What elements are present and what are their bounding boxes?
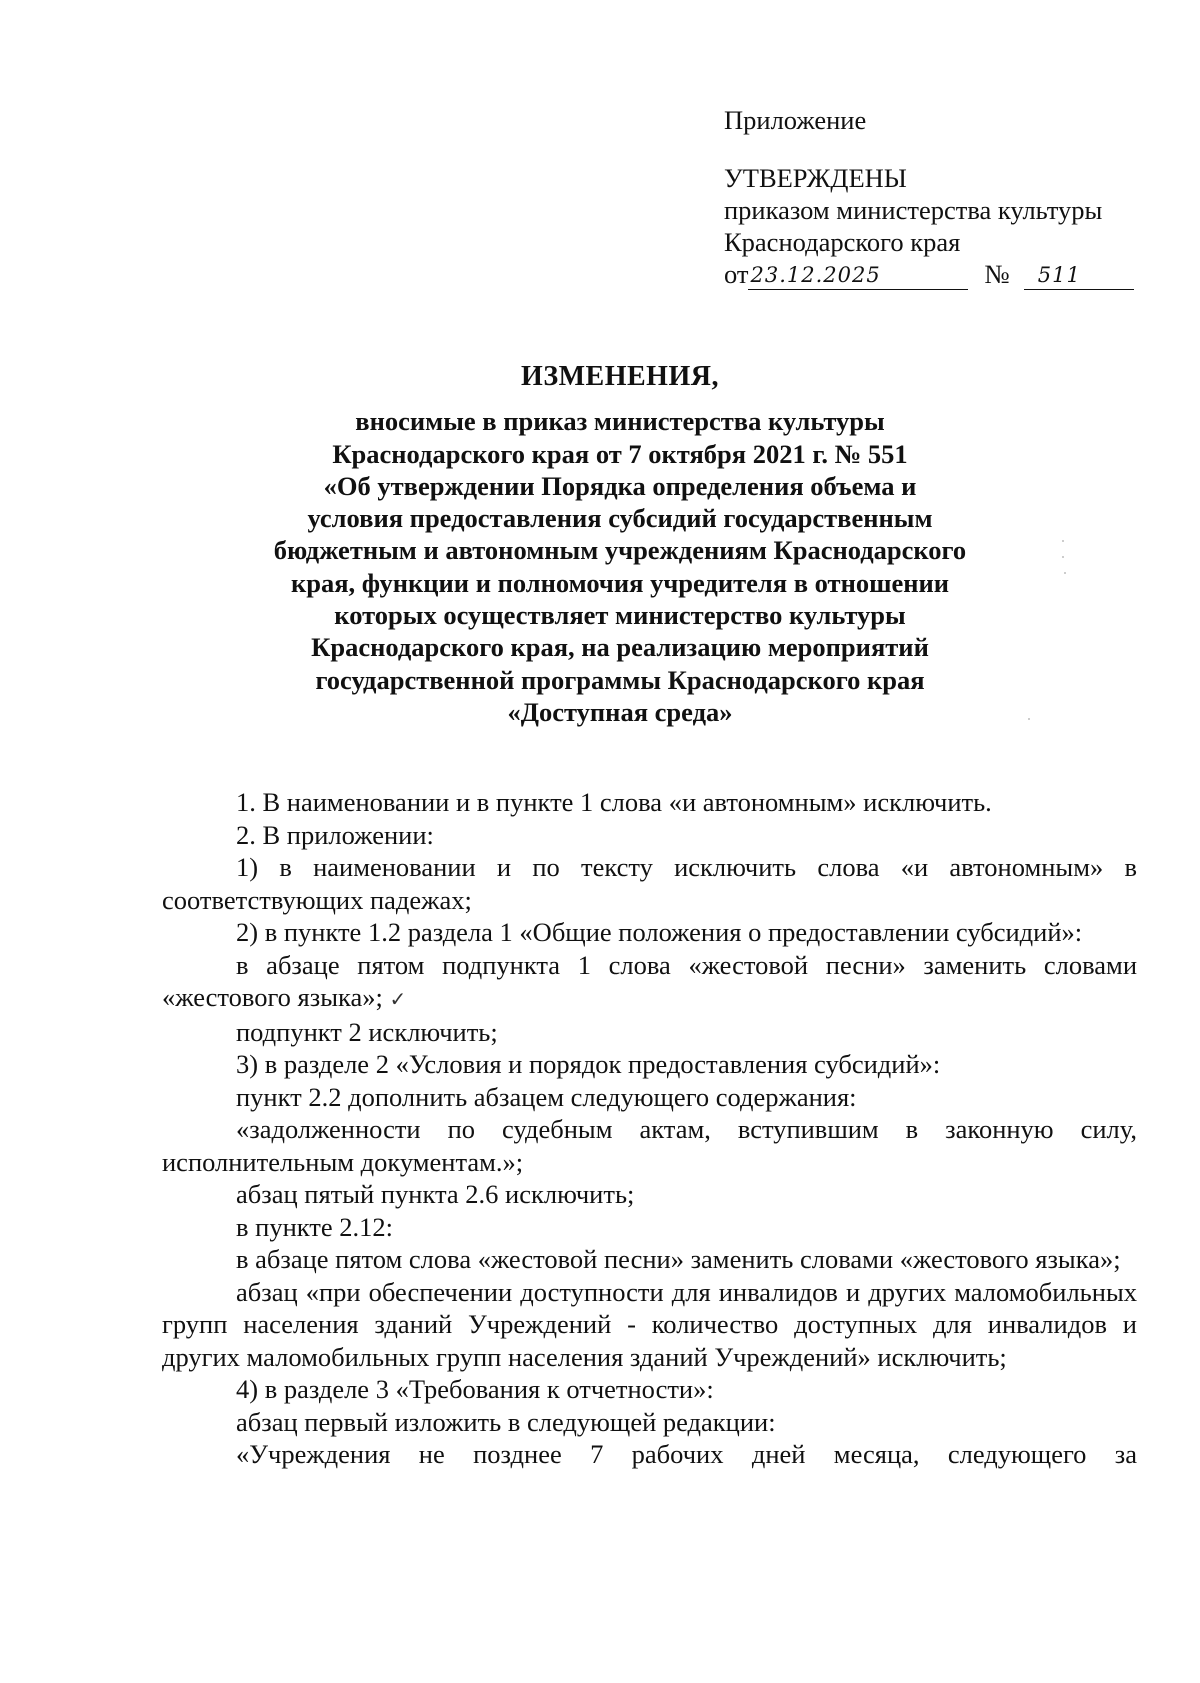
paragraph: «Учреждения не позднее 7 рабочих дней месяца, следующего за — [236, 1439, 1137, 1469]
title-line: Краснодарского края от 7 октября 2021 г. № 551 — [332, 438, 908, 469]
paragraph — [162, 949, 1137, 1016]
scan-artifact — [1062, 556, 1064, 558]
title-line: условия предоставления субсидий государственным — [307, 503, 933, 534]
paragraph: «задолженности по судебным актам, вступившим в законную силу, исполнительным документам.»; — [162, 1114, 1137, 1177]
paragraph: 4) в разделе 3 «Требования к отчетности»: — [236, 1374, 714, 1404]
approved-by-line-1: приказом министерства культуры — [724, 195, 1103, 225]
title-line: которых осуществляет министерство культуры — [334, 600, 906, 631]
checkmark-icon: ✓ — [389, 987, 407, 1011]
approved-by-line-2: Краснодарского края — [724, 227, 961, 257]
paragraph: 3) в разделе 2 «Условия и порядок предоставления субсидий»: — [236, 1049, 941, 1079]
paragraph: 1) в наименовании и по тексту исключить слова «и автономным» в соответствующих падежах; — [162, 852, 1137, 915]
title-line: бюджетным и автономным учреждениям Краснодарского — [273, 535, 967, 566]
title-line: Краснодарского края, на реализацию мероприятий — [311, 632, 929, 663]
paragraph: в пункте 2.12: — [236, 1211, 393, 1242]
document-body — [162, 786, 1137, 1471]
title-line: «Доступная среда» — [507, 696, 733, 727]
paragraph: 2) в пункте 1.2 раздела 1 «Общие положения о предоставлении субсидий»: — [236, 917, 1083, 947]
paragraph: абзац первый изложить в следующей редакции: — [236, 1406, 776, 1437]
approval-stamp-block — [724, 104, 1164, 290]
scan-artifact — [1062, 540, 1064, 542]
scan-artifact — [1064, 572, 1066, 574]
paragraph-text: в абзаце пятом подпункта 1 слова «жестовой песни» заменить словами «жестового языка»; — [162, 949, 1137, 1012]
title-line: «Об утверждении Порядка определения объема и — [323, 470, 917, 501]
scan-artifact — [1028, 718, 1030, 720]
appendix-label: Приложение — [724, 105, 867, 135]
paragraph: 1. В наименовании и в пункте 1 слова «и автономным» исключить. — [236, 787, 992, 817]
paragraph: пункт 2.2 дополнить абзацем следующего содержания: — [236, 1081, 857, 1112]
paragraph: абзац пятый пункта 2.6 исключить; — [236, 1179, 635, 1209]
date-number-line — [724, 258, 1164, 290]
title-heading: ИЗМЕНЕНИЯ, — [521, 361, 719, 392]
approved-label: УТВЕРЖДЕНЫ — [724, 163, 907, 193]
paragraph: подпункт 2 исключить; — [236, 1016, 498, 1047]
title-line: края, функции и полномочия учредителя в отношении — [290, 567, 950, 598]
paragraph: абзац «при обеспечении доступности для инвалидов и других маломобильных групп населения зданий Учреждений - количество доступных для инвалидов и других маломобильных групп населения зданий Учреждений» исключить; — [162, 1276, 1137, 1372]
date-prefix: от — [724, 259, 749, 289]
title-line: вносимые в приказ министерства культуры — [355, 406, 885, 437]
title-line: государственной программы Краснодарского края — [315, 664, 925, 695]
number-sign: № — [984, 259, 1010, 289]
handwritten-date: 23.12.2025 — [748, 262, 968, 290]
handwritten-number: 511 — [1024, 262, 1134, 290]
paragraph: в абзаце пятом слова «жестовой песни» заменить словами «жестового языка»; — [236, 1244, 1121, 1274]
paragraph: 2. В приложении: — [236, 819, 434, 850]
document-title — [200, 361, 1040, 728]
